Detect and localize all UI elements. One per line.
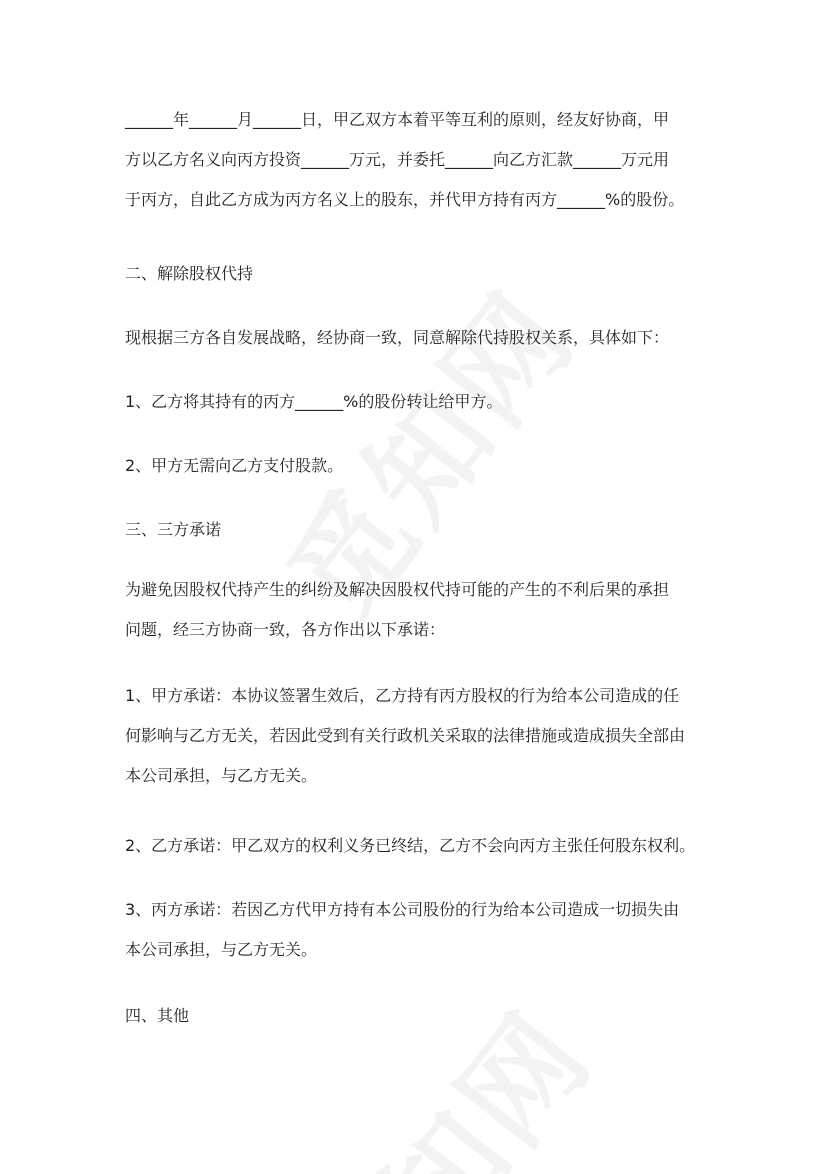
paragraph-investment-background <box>125 100 710 220</box>
text-line: 问题，经三方协商一致，各方作出以下承诺： <box>125 620 446 639</box>
text-line: 3、丙方承诺：若因乙方代甲方持有本公司股份的行为给本公司造成一切损失由 <box>125 900 680 919</box>
text-line: 何影响与乙方无关，若因此受到有关行政机关采取的法律措施或造成损失全部由 <box>125 726 686 745</box>
text-line: 于丙方，自此乙方成为丙方名义上的股东，并代甲方持有丙方______%的股份。 <box>125 190 685 209</box>
text-line: 现根据三方各自发展战略，经协商一致，同意解除代持股权关系，具体如下： <box>125 328 670 347</box>
text-line: 为避免因股权代持产生的纠纷及解决因股权代持可能的产生的不利后果的承担 <box>125 580 670 599</box>
text-line: 本公司承担，与乙方无关。 <box>125 766 318 785</box>
text-line: ______年______月______日，甲乙双方本着平等互利的原则，经友好协商，甲 <box>125 110 670 129</box>
heading-text: 三、三方承诺 <box>125 520 222 539</box>
section-heading-4 <box>125 996 710 1036</box>
clause-3-1 <box>125 676 710 796</box>
section-heading-2 <box>125 254 710 294</box>
text-line: 2、甲方无需向乙方支付股款。 <box>125 456 344 475</box>
clause-3-3 <box>125 890 710 970</box>
text-line: 方以乙方名义向丙方投资______万元，并委托______向乙方汇款______万元用 <box>125 150 670 169</box>
text-line: 2、乙方承诺：甲乙双方的权利义务已终结，乙方不会向丙方主张任何股东权利。 <box>125 836 696 855</box>
heading-text: 二、解除股权代持 <box>125 264 254 283</box>
paragraph-agreement <box>125 318 710 358</box>
heading-text: 四、其他 <box>125 1006 190 1025</box>
clause-2-2 <box>125 446 710 486</box>
clause-2-1 <box>125 382 710 422</box>
clause-3-2 <box>125 826 710 866</box>
text-line: 本公司承担，与乙方无关。 <box>125 940 318 959</box>
paragraph-commitment-intro <box>125 570 710 650</box>
text-line: 1、甲方承诺：本协议签署生效后，乙方持有丙方股权的行为给本公司造成的任 <box>125 686 680 705</box>
section-heading-3 <box>125 510 710 550</box>
text-line: 1、乙方将其持有的丙方______%的股份转让给甲方。 <box>125 392 503 411</box>
